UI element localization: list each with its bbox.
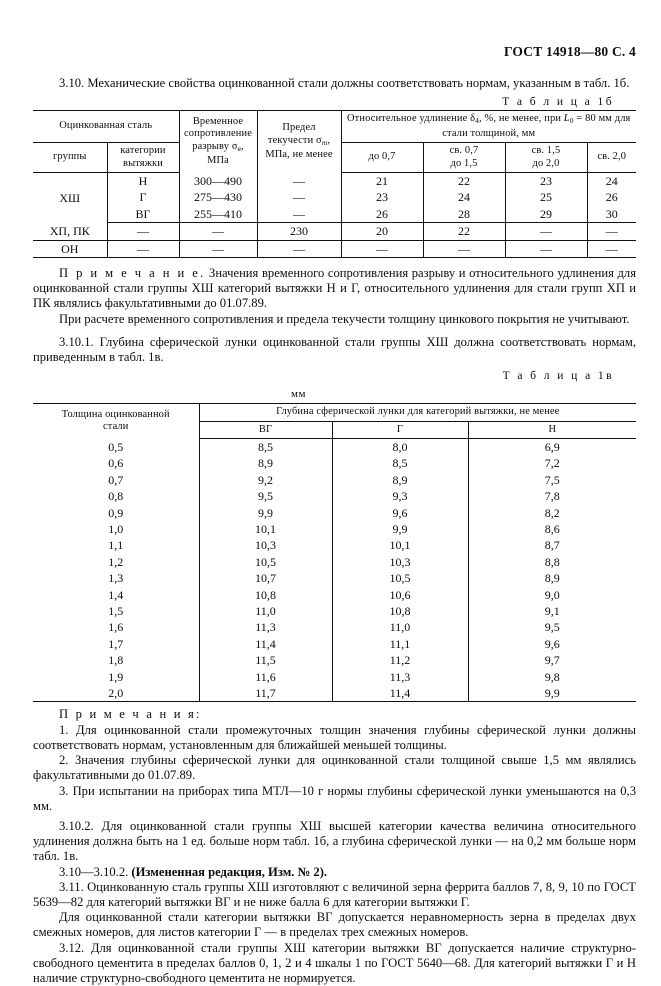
header-yield-strength: Предел текучести $\sigma_т$, МПа, не менее	[257, 111, 341, 173]
cell-e4: 30	[587, 206, 636, 223]
cell-g: 8,9	[332, 472, 468, 488]
table-1b	[33, 110, 636, 258]
header-thickness: Толщина оцинкованной стали	[33, 404, 199, 439]
cell-e2: 28	[423, 206, 505, 223]
cell-thickness: 0,5	[33, 438, 199, 455]
table-row	[33, 189, 636, 205]
cell-e3: 25	[505, 189, 587, 205]
cell-n: 8,2	[468, 505, 636, 521]
cell-thickness: 0,7	[33, 472, 199, 488]
cell-vg: 11,6	[199, 669, 332, 685]
cell-n: 9,5	[468, 619, 636, 635]
cell-tensile: —	[179, 240, 257, 257]
cell-vg: 9,5	[199, 488, 332, 504]
cell-n: 8,8	[468, 554, 636, 570]
cell-n: 9,7	[468, 652, 636, 668]
cell-vg: 11,5	[199, 652, 332, 668]
table-row	[33, 636, 636, 652]
cell-e1: 26	[341, 206, 423, 223]
table-row	[33, 554, 636, 570]
header-steel-group: Оцинкованная сталь	[33, 111, 179, 143]
cell-e2: —	[423, 240, 505, 257]
clause-3-10-2: 3.10.2. Для оцинкованной стали группы ХШ высшей категории качества величина относительного удлинения должна быть на 1 ед. больше норм табл. 1б, а глубина сферической лунки — на 0,2 мм больше норм табл. 1в.	[33, 818, 636, 864]
cell-category: —	[107, 223, 179, 240]
cell-e4: 26	[587, 189, 636, 205]
table-row	[33, 488, 636, 504]
cell-n: 8,6	[468, 521, 636, 537]
table-1v-header-row-1	[33, 404, 636, 421]
table-row	[33, 537, 636, 553]
table-1b-header-row-1	[33, 111, 636, 143]
cell-vg: 11,0	[199, 603, 332, 619]
cell-g: 10,3	[332, 554, 468, 570]
cell-e2: 22	[423, 172, 505, 189]
header-groups: группы	[33, 143, 107, 173]
cell-thickness: 1,2	[33, 554, 199, 570]
header-thickness-col-2: св. 0,7 до 1,5	[423, 143, 505, 173]
cell-e3: —	[505, 240, 587, 257]
table-row	[33, 619, 636, 635]
cell-e4: 24	[587, 172, 636, 189]
cell-yield: —	[257, 172, 341, 189]
cell-vg: 9,2	[199, 472, 332, 488]
table-row	[33, 603, 636, 619]
note-text: Значения временного сопротивления разрыву и относительного удлинения для оцинкованной стали группы ХШ категорий вытяжки Н и Г, относительного удлинения для стали групп ХП и ПК являлись факультативными до 01.07.89.	[33, 265, 637, 311]
cell-e1: —	[341, 240, 423, 257]
cell-thickness: 0,6	[33, 455, 199, 471]
cell-thickness: 2,0	[33, 685, 199, 702]
cell-g: 9,3	[332, 488, 468, 504]
clause-3-12: 3.12. Для оцинкованной стали группы ХШ категории вытяжки ВГ допускается наличие структурно-свободного цементита в пределах баллов 0, 1, 2 и 4 шкалы 1 по ГОСТ 5640—68. Для категорий вытяжки Г и Н наличие структурно-свободного цементита не нормируется.	[33, 940, 636, 985]
table-row	[33, 223, 636, 240]
table-1v	[33, 403, 636, 702]
cell-e1: 23	[341, 189, 423, 205]
cell-thickness: 1,3	[33, 570, 199, 586]
cell-g: 11,1	[332, 636, 468, 652]
notes-1v-label: П р и м е ч а н и я:	[59, 707, 202, 722]
header-thickness-col-4: св. 2,0	[587, 143, 636, 173]
cell-e4: —	[587, 240, 636, 257]
header-thickness-col-3: св. 1,5 до 2,0	[505, 143, 587, 173]
header-category-g: Г	[332, 421, 468, 438]
table-1v-caption: Т а б л и ц а 1в	[502, 369, 614, 383]
cell-e3: 23	[505, 172, 587, 189]
cell-vg: 11,7	[199, 685, 332, 702]
note-1b-paragraph	[33, 266, 636, 312]
header-draw-categories: категории вытяжки	[107, 143, 179, 173]
cell-g: 11,0	[332, 619, 468, 635]
note-1b-paragraph-2: При расчете временного сопротивления и предела текучести толщину цинкового покрытия не учитывают.	[59, 311, 630, 326]
cell-thickness: 0,8	[33, 488, 199, 504]
cell-n: 9,0	[468, 587, 636, 603]
table-row	[33, 669, 636, 685]
cell-g: 11,4	[332, 685, 468, 702]
table-1b-caption: Т а б л и ц а 1б	[502, 95, 614, 109]
cell-thickness: 1,1	[33, 537, 199, 553]
cell-n: 9,1	[468, 603, 636, 619]
cell-thickness: 1,8	[33, 652, 199, 668]
cell-g: 10,6	[332, 587, 468, 603]
cell-vg: 9,9	[199, 505, 332, 521]
header-category-vg: ВГ	[199, 421, 332, 438]
cell-thickness: 1,4	[33, 587, 199, 603]
cell-group: ОН	[33, 240, 107, 257]
cell-n: 9,8	[468, 669, 636, 685]
table-row	[33, 505, 636, 521]
table-row	[33, 587, 636, 603]
table-row	[33, 240, 636, 257]
running-head: ГОСТ 14918—80 С. 4	[503, 44, 636, 59]
cell-e4: —	[587, 223, 636, 240]
cell-group: ХШ	[33, 172, 107, 222]
amendment-note: 3.10—3.10.2. (Измененная редакция, Изм. № 2).	[59, 864, 328, 879]
table-row	[33, 521, 636, 537]
cell-n: 7,8	[468, 488, 636, 504]
cell-n: 7,5	[468, 472, 636, 488]
cell-n: 6,9	[468, 438, 636, 455]
cell-g: 8,5	[332, 455, 468, 471]
cell-e2: 24	[423, 189, 505, 205]
header-depth: Глубина сферической лунки для категорий вытяжки, не менее	[199, 404, 636, 421]
header-thickness-col-1: до 0,7	[341, 143, 423, 173]
cell-tensile: 255—410	[179, 206, 257, 223]
table-row	[33, 438, 636, 455]
cell-n: 9,6	[468, 636, 636, 652]
page-content	[33, 76, 636, 986]
cell-vg: 8,5	[199, 438, 332, 455]
cell-n: 8,9	[468, 570, 636, 586]
cell-thickness: 1,5	[33, 603, 199, 619]
cell-g: 10,8	[332, 603, 468, 619]
notes-1v-item-2: 2. Значения глубины сферической лунки для оцинкованной стали толщиной свыше 1,5 мм являлись факультативными до 01.07.89.	[33, 753, 636, 783]
table-row	[33, 570, 636, 586]
cell-vg: 11,4	[199, 636, 332, 652]
clause-3-10: 3.10. Механические свойства оцинкованной стали должны соответствовать нормам, указанным в табл. 1б.	[59, 76, 630, 90]
cell-vg: 10,7	[199, 570, 332, 586]
cell-g: 9,6	[332, 505, 468, 521]
clause-3-11-p2: Для оцинкованной стали категории вытяжки ВГ допускается неравномерность зерна в пределах двух смежных номеров, для листов категории Г — в пределах трех смежных номеров.	[33, 910, 636, 940]
cell-g: 11,3	[332, 669, 468, 685]
cell-vg: 10,5	[199, 554, 332, 570]
table-row	[33, 652, 636, 668]
cell-e1: 20	[341, 223, 423, 240]
header-category-n: Н	[468, 421, 636, 438]
cell-thickness: 1,7	[33, 636, 199, 652]
table-row	[33, 455, 636, 471]
cell-yield: —	[257, 206, 341, 223]
cell-category: Н	[107, 172, 179, 189]
cell-category: —	[107, 240, 179, 257]
table-row	[33, 206, 636, 223]
notes-1v-item-3: 3. При испытании на приборах типа МТЛ—10 г нормы глубины сферической лунки уменьшаются на 0,3 мм.	[33, 783, 636, 813]
cell-g: 10,1	[332, 537, 468, 553]
cell-g: 10,5	[332, 570, 468, 586]
cell-vg: 11,3	[199, 619, 332, 635]
cell-n: 8,7	[468, 537, 636, 553]
cell-vg: 10,3	[199, 537, 332, 553]
cell-thickness: 1,9	[33, 669, 199, 685]
cell-thickness: 0,9	[33, 505, 199, 521]
header-elongation: Относительное удлинение $\delta_4$, %, не менее, при $L_0 = 80$ мм для стали толщиной, мм	[341, 111, 636, 143]
cell-g: 11,2	[332, 652, 468, 668]
header-tensile-strength: Временное сопротивление разрыву $\sigma_в$, МПа	[179, 111, 257, 173]
cell-category: ВГ	[107, 206, 179, 223]
cell-n: 7,2	[468, 455, 636, 471]
cell-thickness: 1,0	[33, 521, 199, 537]
cell-vg: 8,9	[199, 455, 332, 471]
cell-tensile: —	[179, 223, 257, 240]
clause-3-10-1: 3.10.1. Глубина сферической лунки оцинкованной стали группы ХШ должна соответствовать нормам, приведенным в табл. 1в.	[33, 334, 636, 364]
table-1v-unit: мм	[291, 388, 306, 401]
cell-n: 9,9	[468, 685, 636, 702]
cell-group: ХП, ПК	[33, 223, 107, 240]
cell-e1: 21	[341, 172, 423, 189]
cell-vg: 10,1	[199, 521, 332, 537]
cell-tensile: 300—490	[179, 172, 257, 189]
cell-e3: —	[505, 223, 587, 240]
cell-thickness: 1,6	[33, 619, 199, 635]
cell-tensile: 275—430	[179, 189, 257, 205]
cell-g: 8,0	[332, 438, 468, 455]
cell-e2: 22	[423, 223, 505, 240]
cell-e3: 29	[505, 206, 587, 223]
note-label: П р и м е ч а н и е.	[59, 265, 206, 280]
notes-1v-item-1: 1. Для оцинкованной стали промежуточных толщин значения глубины сферической лунки должны соответствовать нормам, установленным для ближайшей меньшей толщины.	[33, 722, 636, 752]
table-row	[33, 685, 636, 702]
cell-vg: 10,8	[199, 587, 332, 603]
cell-category: Г	[107, 189, 179, 205]
table-row	[33, 472, 636, 488]
cell-yield: 230	[257, 223, 341, 240]
cell-g: 9,9	[332, 521, 468, 537]
cell-yield: —	[257, 240, 341, 257]
cell-yield: —	[257, 189, 341, 205]
table-row	[33, 172, 636, 189]
clause-3-11: 3.11. Оцинкованную сталь группы ХШ изготовляют с величиной зерна феррита баллов 7, 8, 9, 10 по ГОСТ 5639—82 для категорий вытяжки ВГ и не ниже балла 6 для категории вытяжки Г.	[33, 879, 636, 909]
